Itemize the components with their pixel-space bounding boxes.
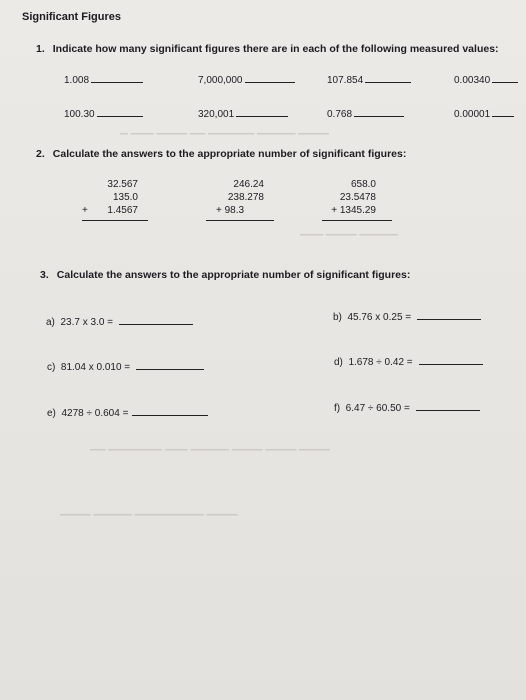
answer-blank[interactable] bbox=[354, 115, 404, 117]
answer-blank[interactable] bbox=[91, 81, 143, 83]
answer-blank[interactable] bbox=[119, 323, 193, 325]
answer-blank[interactable] bbox=[492, 115, 514, 117]
question-2-prompt bbox=[36, 148, 406, 160]
sum-underline bbox=[206, 220, 274, 221]
question-3-text: Calculate the answers to the appropriate number of significant figures: bbox=[56, 269, 411, 281]
sum-underline bbox=[82, 220, 148, 221]
q2-column-2: 246.24 238.278 + 98.3 bbox=[216, 179, 264, 216]
question-1-text: Indicate how many significant figures there are in each of the following measured values: bbox=[52, 43, 499, 55]
q2-column-3: 658.0 23.5478 + 1345.29 bbox=[331, 179, 376, 216]
answer-blank[interactable] bbox=[492, 81, 518, 83]
bleed-through-text: ▁▁ ▁▁▁▁▁▁▁ ▁▁▁ ▁▁▁▁▁ ▁▁▁▁ ▁▁▁▁ ▁▁▁▁ bbox=[90, 440, 330, 451]
bleed-through-text: ▁▁▁▁ ▁▁▁▁▁ ▁▁▁▁▁▁▁▁▁ ▁▁▁▁ bbox=[60, 505, 238, 516]
q3-item-b: b) 45.76 x 0.25 = bbox=[333, 312, 481, 323]
q1-value-2: 7,000,000 bbox=[198, 75, 295, 86]
question-1-number: 1. bbox=[36, 43, 45, 55]
bleed-through-text: ▁▁▁ ▁▁▁▁ ▁▁▁▁▁ bbox=[300, 225, 398, 236]
q1-value-8: 0.00001 bbox=[454, 109, 514, 120]
question-3-prompt bbox=[40, 269, 410, 281]
q1-value-6: 320,001 bbox=[198, 109, 288, 120]
question-2-text: Calculate the answers to the appropriate number of significant figures: bbox=[52, 148, 407, 160]
q1-value-4: 0.00340 bbox=[454, 75, 518, 86]
answer-blank[interactable] bbox=[245, 81, 295, 83]
question-1-prompt bbox=[36, 43, 499, 55]
answer-blank[interactable] bbox=[416, 409, 480, 411]
q3-item-d: d) 1.678 ÷ 0.42 = bbox=[334, 357, 483, 368]
answer-blank[interactable] bbox=[365, 81, 411, 83]
q1-value-1: 1.008 bbox=[64, 75, 143, 86]
q3-item-a: a) 23.7 x 3.0 = bbox=[46, 317, 193, 328]
q2-column-1: 32.567 135.0 + 1.4567 bbox=[82, 179, 138, 216]
q1-value-3: 107.854 bbox=[327, 75, 411, 86]
answer-blank[interactable] bbox=[419, 363, 483, 365]
page-title: Significant Figures bbox=[22, 11, 122, 23]
answer-blank[interactable] bbox=[136, 368, 204, 370]
q3-item-f: f) 6.47 ÷ 60.50 = bbox=[334, 403, 480, 414]
answer-blank[interactable] bbox=[236, 115, 288, 117]
q3-item-c: c) 81.04 x 0.010 = bbox=[47, 362, 204, 373]
sum-underline bbox=[322, 220, 392, 221]
question-2-number: 2. bbox=[36, 148, 45, 160]
bleed-through-text: ▁ ▁▁▁ ▁▁▁▁ ▁▁ ▁▁▁▁▁▁ ▁▁▁▁▁ ▁▁▁▁ bbox=[120, 124, 329, 135]
answer-blank[interactable] bbox=[132, 414, 208, 416]
answer-blank[interactable] bbox=[97, 115, 143, 117]
q3-item-e: e) 4278 ÷ 0.604 = bbox=[47, 408, 208, 419]
q1-value-7: 0.768 bbox=[327, 109, 404, 120]
q1-value-5: 100.30 bbox=[64, 109, 143, 120]
answer-blank[interactable] bbox=[417, 318, 481, 320]
question-3-number: 3. bbox=[40, 269, 49, 281]
